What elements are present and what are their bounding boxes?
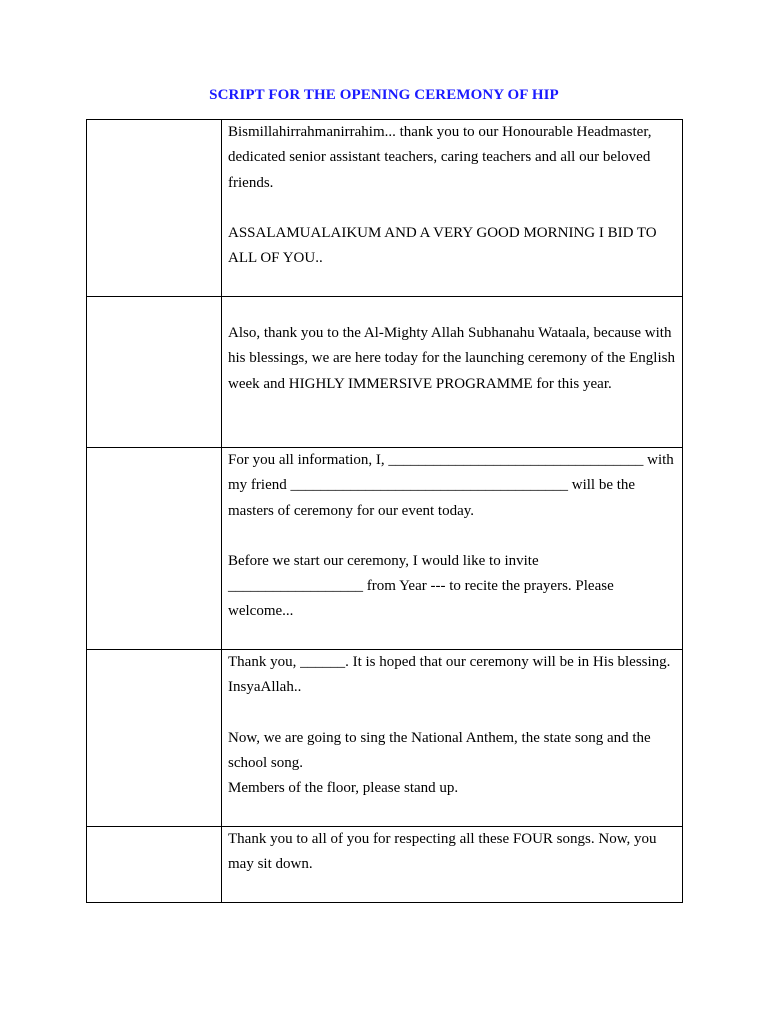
script-paragraph: Thank you to all of you for respecting all these FOUR songs. Now, you may sit down. (228, 831, 657, 873)
speaker-cell (87, 448, 222, 650)
speaker-cell (87, 120, 222, 297)
table-row (87, 827, 683, 903)
script-paragraph: For you all information, I, __________________________________ with my friend _____________________________________ will be the masters of ceremony for our event today. (228, 452, 674, 519)
script-table (86, 119, 683, 903)
script-paragraph: Before we start our ceremony, I would like to invite __________________ from Year --- to recite the prayers. Please welcome... (228, 552, 614, 620)
script-cell (222, 297, 683, 448)
script-paragraph: ASSALAMUALAIKUM AND A VERY GOOD MORNING I BID TO ALL OF YOU.. (228, 224, 657, 267)
script-cell (222, 120, 683, 297)
table-row (87, 297, 683, 448)
speaker-cell (87, 650, 222, 827)
table-row (87, 448, 683, 650)
page-title: SCRIPT FOR THE OPENING CEREMONY OF HIP (209, 87, 559, 103)
script-cell (222, 827, 683, 903)
script-paragraph: Bismillahirrahmanirrahim... thank you to our Honourable Headmaster, dedicated senior assistant teachers, caring teachers and all our beloved friends. (228, 124, 652, 191)
script-cell (222, 448, 683, 650)
script-paragraph: Thank you, ______. It is hoped that our ceremony will be in His blessing. InsyaAllah.. (228, 654, 671, 696)
script-paragraph: Members of the floor, please stand up. (228, 780, 459, 797)
table-row (87, 120, 683, 297)
speaker-cell (87, 297, 222, 448)
script-paragraph: Now, we are going to sing the National Anthem, the state song and the school song. (228, 729, 651, 771)
speaker-cell (87, 827, 222, 903)
script-cell (222, 650, 683, 827)
script-paragraph: Also, thank you to the Al-Mighty Allah Subhanahu Wataala, because with his blessings, we are here today for the launching ceremony of the English week and HIGHLY IMMERSIVE PROGRAMME for this year. (228, 325, 675, 392)
table-row (87, 650, 683, 827)
